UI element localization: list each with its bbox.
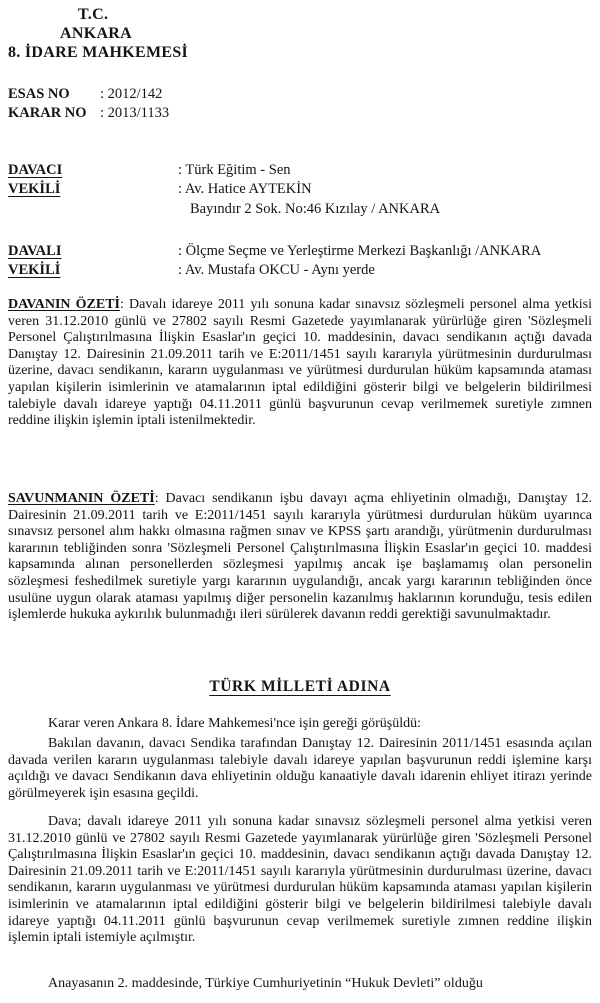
body-paragraph-4: Anayasanın 2. maddesinde, Türkiye Cumhuriyetinin “Hukuk Devleti” olduğu [48,976,483,991]
defense-summary [8,491,592,624]
header-country: T.C. [78,6,109,23]
claim-summary-heading: DAVANIN ÖZETİ [8,297,120,312]
claim-summary-text: : Davalı idareye 2011 yılı sonuna kadar sınavsız sözleşmeli personel alma yetkisi veren 31.12.2010 günlü ve 27802 sayılı Resmi Gazetede yayımlanarak yürürlüğe giren 'Sözleşmeli Personel Çalıştırılmasına İlişkin Esaslar'ın geçici 10. maddesinin, davacı sendikanın açtığı davada Danıştay 12. Dairesinin 21.09.2011 tarih ve E:2011/1451 sayılı kararıyla yürütmesinin durdurulması üzerine, davacı sendikanın, kararın uygulanması ve yürütmesi durdurulan hüküm kapsamında ataması yapılan kişilerin isimlerinin ve atamalarının iptal edildiğini gösterir bilgi ve belgelerin bildirilmesi talebiyle davalı idareye yaptığı 04.11.2011 günlü başvurunun cevap verilmemek suretiyle zımnen reddine ilişkin işlemin iptali istenilmektedir. [8,297,593,429]
defendant-label: DAVALI [8,243,62,259]
plaintiff-attorney-value: : Av. Hatice AYTEKİN [178,181,312,197]
karar-row [8,105,169,122]
karar-value: : 2013/1133 [100,105,170,121]
defendant-value: : Ölçme Seçme ve Yerleştirme Merkezi Başkanlığı /ANKARA [178,243,542,259]
decision-title [0,678,600,696]
plaintiff-value: : Türk Eğitim - Sen [178,162,291,178]
plaintiff-row [8,162,291,179]
header-court: 8. İDARE MAHKEMESİ [8,44,189,61]
plaintiff-attorney-row [8,181,312,198]
plaintiff-address: Bayındır 2 Sok. No:46 Kızılay / ANKARA [190,201,441,217]
defendant-attorney-value: : Av. Mustafa OKCU - Aynı yerde [178,262,375,278]
header-city: ANKARA [60,25,133,42]
body-paragraph-1: Karar veren Ankara 8. İdare Mahkemesi'nce işin gereği görüşüldü: [48,716,421,731]
defendant-row [8,243,541,260]
defense-summary-text: : Davacı sendikanın işbu davayı açma ehliyetinin olmadığı, Danıştay 12. Dairesinin 21.09.2011 tarih ve E:2011/1451 sayılı kararıyla yürütmesi durdurulan hüküm uyarınca sınavsız personel alım hakkı olmasına rağmen sınav ve KPSS şartı arandığı, yürütmenin durdurulması kararının tebliğinden sonra 'Sözleşmeli Personel Çalıştırılmasına İlişkin Esaslar'ın geçici 10. maddesi kapsamında alınan personellerden sözleşmesi yapılmış ancak işe başlamamış olan personelin sözleşmesi feshedilmek suretiyle yargı kararının uygulandığı, ancak yargı kararının tebliğinden önce usulüne uygun olarak ataması yapılmış diğer personelin kazanılmış haklarının korunduğu, tesis edilen işlemlerde hukuka aykırılık bulunmadığı ileri sürülerek davanın reddi gerektiği savunulmaktadır. [8,491,592,623]
plaintiff-attorney-label: VEKİLİ [8,181,61,197]
claim-summary [8,297,592,430]
esas-value: : 2012/142 [100,86,163,102]
defendant-attorney-label: VEKİLİ [8,262,61,278]
esas-label: ESAS NO [8,86,70,102]
defendant-attorney-row [8,262,375,279]
karar-label: KARAR NO [8,105,87,121]
esas-row [8,86,162,103]
body-paragraph-3: Dava; davalı idareye 2011 yılı sonuna kadar sınavsız sözleşmeli personel alma yetkisi veren 31.12.2010 günlü ve 27802 sayılı Resmi Gazetede yayımlanarak yürürlüğe giren 'Sözleşmeli Personel Çalıştırılmasına İlişkin Esaslar'ın geçici 10. maddesinin, davacı sendikanın açtığı davada Danıştay 12. Dairesinin 21.09.2011 tarih ve E:2011/1451 sayılı kararıyla yürütmesinin durdurulması üzerine, davacı sendikanın, kararın uygulanması ve yürütmesi durdurulan hüküm kapsamında ataması yapılan kişilerin isimlerinin ve atamalarının iptal edildiğini gösterir bilgi ve belgelerin bildirilmesi talebiyle davalı idareye yaptığı 04.11.2011 günlü başvurunun cevap verilmemek suretiyle zımnen reddine ilişkin işlemin iptali istemiyle açılmıştır. [8,814,592,946]
decision-title-text: TÜRK MİLLETİ ADINA [209,678,391,695]
defense-summary-heading: SAVUNMANIN ÖZETİ [8,491,155,506]
plaintiff-label: DAVACI [8,162,63,178]
body-paragraph-2: Bakılan davanın, davacı Sendika tarafından Danıştay 12. Dairesinin 2011/1451 esasında açılan davada verilen kararın uygulanması talebiyle davalı idareye yapılan başvurunun reddi işlemine karşı açıldığı ve davacı Sendikanın dava ehliyetinin olduğu kanaatiyle davalı idarenin ehliyet itirazı yerinde görülmeyerek işin esasına geçildi. [8,736,592,801]
